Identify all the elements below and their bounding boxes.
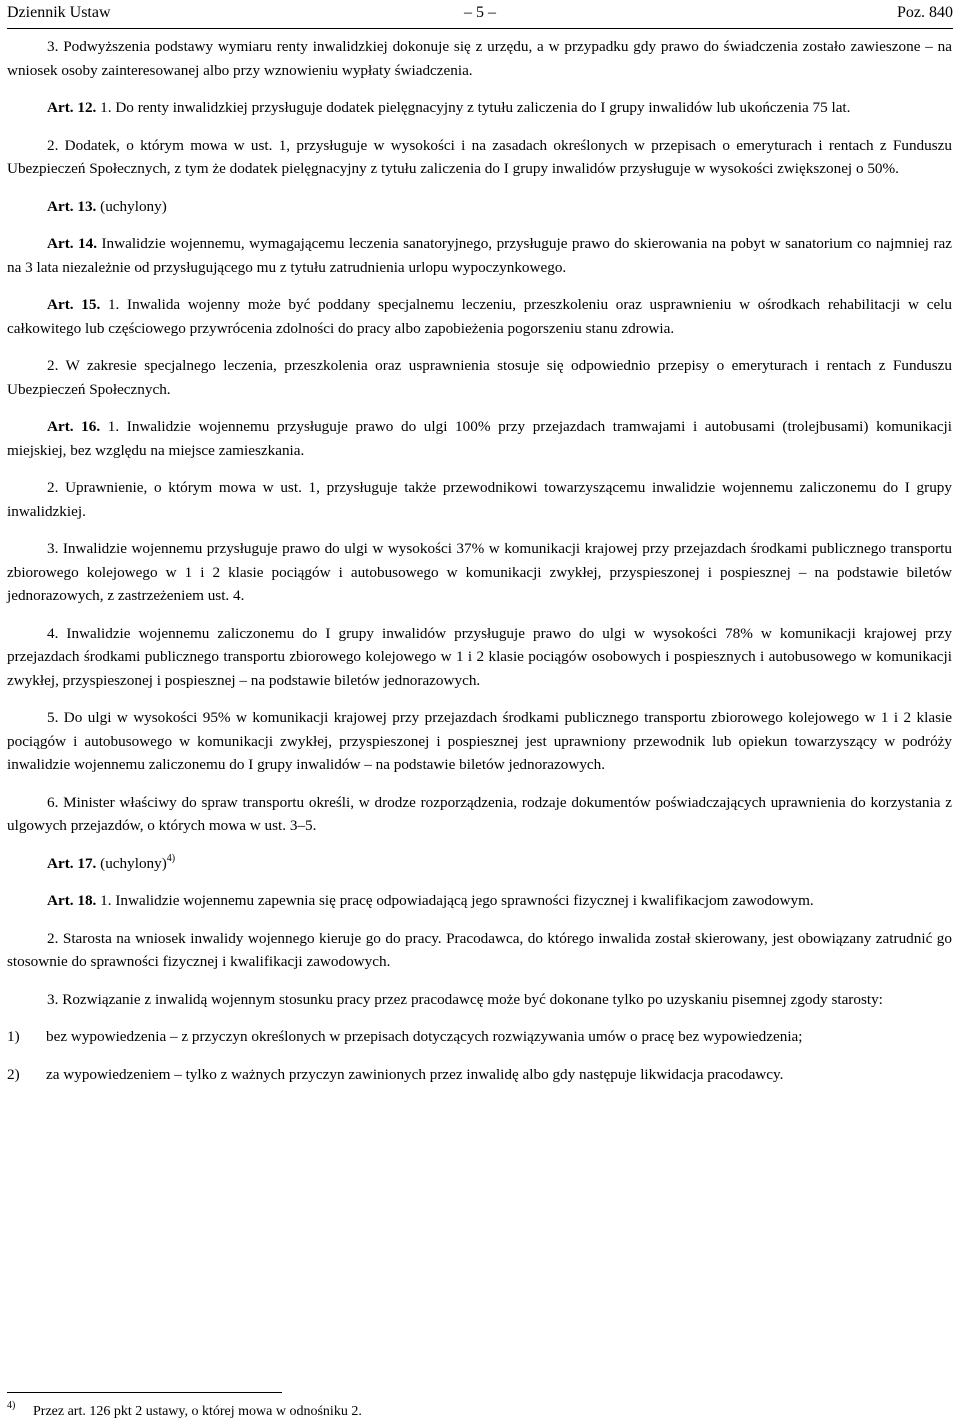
journal-title: Dziennik Ustaw xyxy=(7,4,111,21)
paragraph-art18-ust3: 3. Rozwiązanie z inwalidą wojennym stosunku pracy przez pracodawcę może być dokonane tylko po uzyskaniu pisemnej zgody starosty: xyxy=(47,990,883,1008)
list-item-number: 1) xyxy=(7,1028,20,1045)
article-label: Art. 12. xyxy=(47,99,97,116)
page-header xyxy=(7,0,953,29)
list-item-text: za wypowiedzeniem – tylko z ważnych przyczyn zawinionych przez inwalidę albo gdy następuje likwidacja pracodawcy. xyxy=(46,1065,784,1083)
position-number: Poz. 840 xyxy=(897,4,953,21)
paragraph-art15-ust2: 2. W zakresie specjalnego leczenia, przeszkolenia oraz usprawnienia stosuje się odpowiednio przepisy o emeryturach i rentach z Funduszu Ubezpieczeń Społecznych. xyxy=(7,357,952,398)
list-item xyxy=(7,1025,952,1049)
paragraph-art15-ust1: Art. 15. 1. Inwalida wojenny może być poddany specjalnemu leczeniu, przeszkoleniu oraz usprawnieniu w ośrodkach rehabilitacji w celu całkowitego lub częściowego przywrócenia zdolności do pracy albo zapobieżenia pogorszeniu stanu zdrowia. xyxy=(7,296,952,337)
paragraph-art11-ust3: 3. Podwyższenia podstawy wymiaru renty inwalidzkiej dokonuje się z urzędu, a w przypadku gdy prawo do świadczenia zostało zawieszone – na wniosek osoby zainteresowanej albo przy wznowieniu wypłaty świadczenia. xyxy=(7,38,952,79)
article-label: Art. 17. xyxy=(47,854,97,872)
paragraph-art17: Art. 17. (uchylony)$^{4)}$ xyxy=(47,852,176,872)
paragraph-art13: Art. 13. (uchylony) xyxy=(47,197,167,215)
paragraph-art14: Art. 14. Inwalidzie wojennemu, wymagającemu leczenia sanatoryjnego, przysługuje prawo do skierowania na pobyt w sanatorium co najmniej raz na 3 lata niezależnie od przysługującego mu z tytułu zatrudnienia urlopu wypoczynkowego. xyxy=(7,235,952,276)
list-item-text: bez wypowiedzenia – z przyczyn określonych w przepisach dotyczących rozwiązywania umów o pracę bez wypowiedzenia; xyxy=(46,1028,803,1045)
footnote-reference[interactable]: 4) xyxy=(166,852,176,864)
list-item-number: 2) xyxy=(7,1065,20,1083)
document-body xyxy=(7,35,952,1100)
paragraph-art18-ust2: 2. Starosta na wniosek inwalidy wojennego kieruje go do pracy. Pracodawca, do którego inwalida został skierowany, jest obowiązany zatrudnić go stosownie do sprawności fizycznej i kwalifikacji zawodowych. xyxy=(7,929,952,970)
paragraph-art16-ust5: 5. Do ulgi w wysokości 95% w komunikacji krajowej przy przejazdach środkami publicznego transportu zbiorowego kolejowego w 1 i 2 klasie pociągów i autobusowego w komunikacji zwykłej, przyspieszonej i pospiesznej jest uprawniony przewodnik lub opiekun towarzyszący w podróży inwalidzie wojennemu zaliczonemu do I grupy inwalidów – na podstawie biletów jednorazowych. xyxy=(7,709,952,773)
paragraph-art16-ust4: 4. Inwalidzie wojennemu zaliczonemu do I grupy inwalidów przysługuje prawo do ulgi w wysokości 78% w komunikacji krajowej przy przejazdach środkami publicznego transportu zbiorowego kolejowego w 1 i 2 klasie pociągów osobowych i pospiesznych i autobusowego w komunikacji zwykłej, przyspieszonej i pospiesznej – na podstawie biletów jednorazowych. xyxy=(7,624,952,689)
paragraph-art16-ust3: 3. Inwalidzie wojennemu przysługuje prawo do ulgi w wysokości 37% w komunikacji krajowej przy przejazdach środkami publicznego transportu zbiorowego kolejowego w 1 i 2 klasie pociągów i autobusowego w komunikacji zwykłej, przyspieszonej i pospiesznej – na podstawie biletów jednorazowych, z zastrzeżeniem ust. 4. xyxy=(7,540,952,604)
article-label: Art. 14. xyxy=(47,235,98,252)
paragraph-art18-ust1: Art. 18. 1. Inwalidzie wojennemu zapewnia się pracę odpowiadającą jego sprawności fizycznej i kwalifikacjom zawodowym. xyxy=(47,892,814,909)
footnote: 4) Przez art. 126 pkt 2 ustawy, o której mowa w odnośniku 2. xyxy=(7,1400,362,1419)
paragraph-art16-ust1: Art. 16. 1. Inwalidzie wojennemu przysługuje prawo do ulgi 100% przy przejazdach tramwajami i autobusami (trolejbusami) komunikacji miejskiej, bez względu na miejsce zamieszkania. xyxy=(7,418,952,459)
footnote-text: Przez art. 126 pkt 2 ustawy, o której mowa w odnośniku 2. xyxy=(33,1404,362,1419)
paragraph-art16-ust6: 6. Minister właściwy do spraw transportu określi, w drodze rozporządzenia, rodzaje dokumentów poświadczających uprawnienia do korzystania z ulgowych przejazdów, o których mowa w ust. 3–5. xyxy=(7,793,952,834)
footnote-divider xyxy=(7,1392,282,1393)
page-number: – 5 – xyxy=(464,4,496,21)
paragraph-art12-ust1: Art. 12. 1. Do renty inwalidzkiej przysługuje dodatek pielęgnacyjny z tytułu zaliczenia do I grupy inwalidów lub ukończenia 75 lat. xyxy=(47,99,851,116)
article-label: Art. 16. xyxy=(47,418,101,435)
paragraph-art12-ust2: 2. Dodatek, o którym mowa w ust. 1, przysługuje w wysokości i na zasadach określonych w przepisach o emeryturach i rentach z Funduszu Ubezpieczeń Społecznych, z tym że dodatek pielęgnacyjny z tytułu zaliczenia do I grupy inwalidów przysługuje w wysokości zwiększonej o 50%. xyxy=(7,136,952,177)
article-label: Art. 15. xyxy=(47,296,101,313)
paragraph-art16-ust2: 2. Uprawnienie, o którym mowa w ust. 1, przysługuje także przewodnikowi towarzyszącemu inwalidzie wojennemu zaliczonemu do I grupy inwalidzkiej. xyxy=(7,479,952,520)
list-item xyxy=(7,1063,952,1087)
article-label: Art. 13. xyxy=(47,197,97,215)
article-label: Art. 18. xyxy=(47,892,97,909)
